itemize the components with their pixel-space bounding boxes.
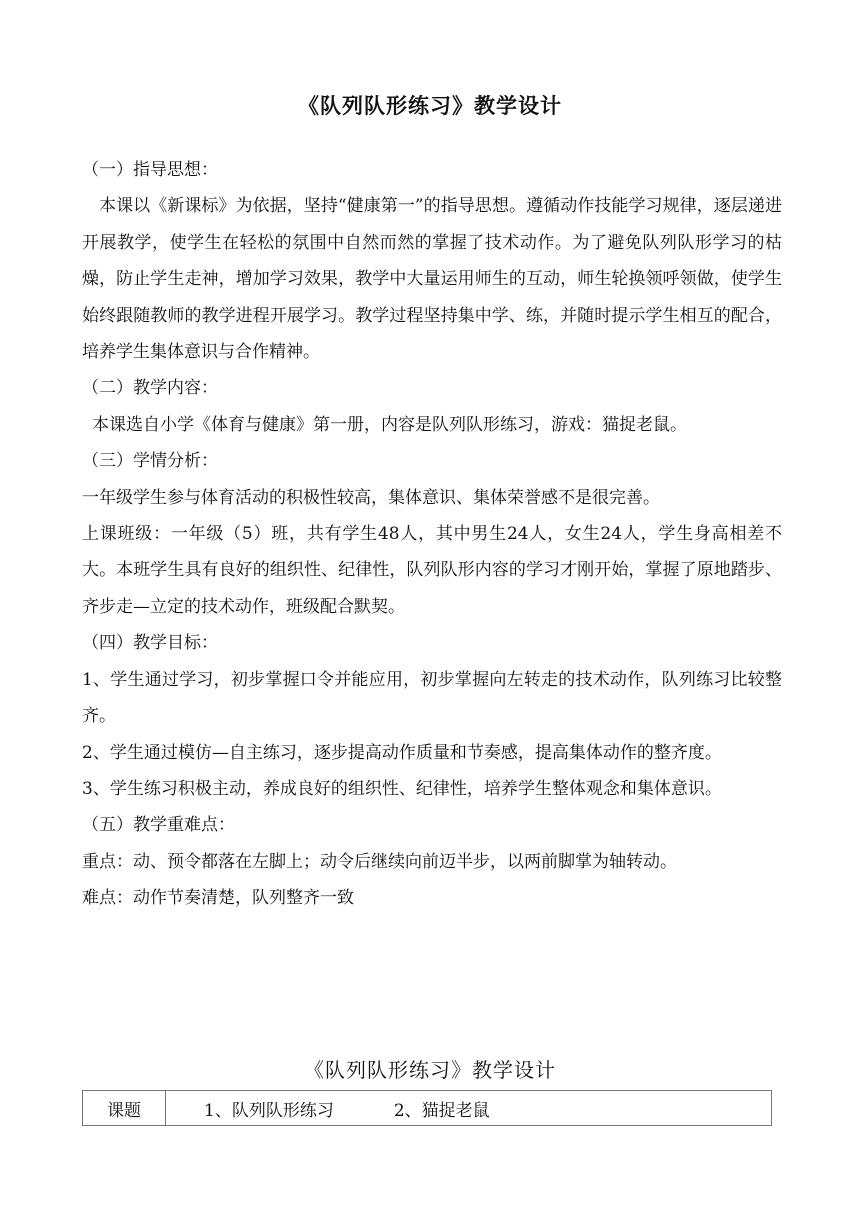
paragraph-objective-2: 2、学生通过模仿—自主练习，逐步提高动作质量和节奏感，提高集体动作的整齐度。 [82, 742, 722, 763]
lesson-table [82, 1090, 772, 1126]
lesson-topic-label: 课题 [83, 1091, 166, 1126]
section-heading-objectives: （四）教学目标： [82, 633, 218, 654]
lesson-topic-item-1: 1、队列队形练习 [204, 1100, 334, 1121]
section-heading-student-analysis: （三）学情分析： [82, 451, 218, 472]
paragraph-student-analysis-2: 上课班级：一年级（5）班，共有学生48人，其中男生24人，女生24人，学生身高相差不大。本班学生具有良好的组织性、纪律性，队列队形内容的学习才刚开始，掌握了原地踏步、齐步走—立定的技术动作，班级配合默契。 [82, 524, 782, 617]
paragraph-key-point: 重点：动、预令都落在左脚上；动令后继续向前迈半步，以两前脚掌为轴转动。 [82, 851, 677, 872]
section-heading-guiding-thought: （一）指导思想： [82, 160, 218, 180]
lesson-topic-item-2: 2、猫捉老鼠 [393, 1100, 490, 1121]
section-heading-content: （二）教学内容： [82, 378, 218, 399]
paragraph-student-analysis-1: 一年级学生参与体育活动的积极性较高，集体意识、集体荣誉感不是很完善。 [82, 487, 660, 508]
document-title: 《队列队形练习》教学设计 [298, 93, 562, 118]
table-title: 《队列队形练习》教学设计 [304, 1058, 556, 1082]
section-heading-key-points: （五）教学重难点： [82, 815, 235, 836]
document-body [82, 152, 782, 917]
paragraph-guiding-thought: 本课以《新课标》为依据，坚持“健康第一”的指导思想。遵循动作技能学习规律，逐层递进开展教学，使学生在轻松的氛围中自然而然的掌握了技术动作。为了避免队列队形学习的枯燥，防止学生走神，增加学习效果，教学中大量运用师生的互动，师生轮换领呼领做，使学生始终跟随教师的教学进程开展学习。教学过程坚持集中学、练，并随时提示学生相互的配合，培养学生集体意识与合作精神。 [82, 196, 782, 363]
lesson-topic-value [166, 1091, 772, 1126]
paragraph-content: 本课选自小学《体育与健康》第一册，内容是队列队形练习，游戏：猫捉老鼠。 [92, 414, 687, 435]
paragraph-objective-1: 1、学生通过学习，初步掌握口令并能应用，初步掌握向左转走的技术动作，队列练习比较整齐。 [82, 669, 782, 727]
table-row [83, 1091, 772, 1126]
paragraph-objective-3: 3、学生练习积极主动，养成良好的组织性、纪律性，培养学生整体观念和集体意识。 [82, 778, 722, 799]
paragraph-difficult-point: 难点：动作节奏清楚，队列整齐一致 [82, 888, 354, 909]
